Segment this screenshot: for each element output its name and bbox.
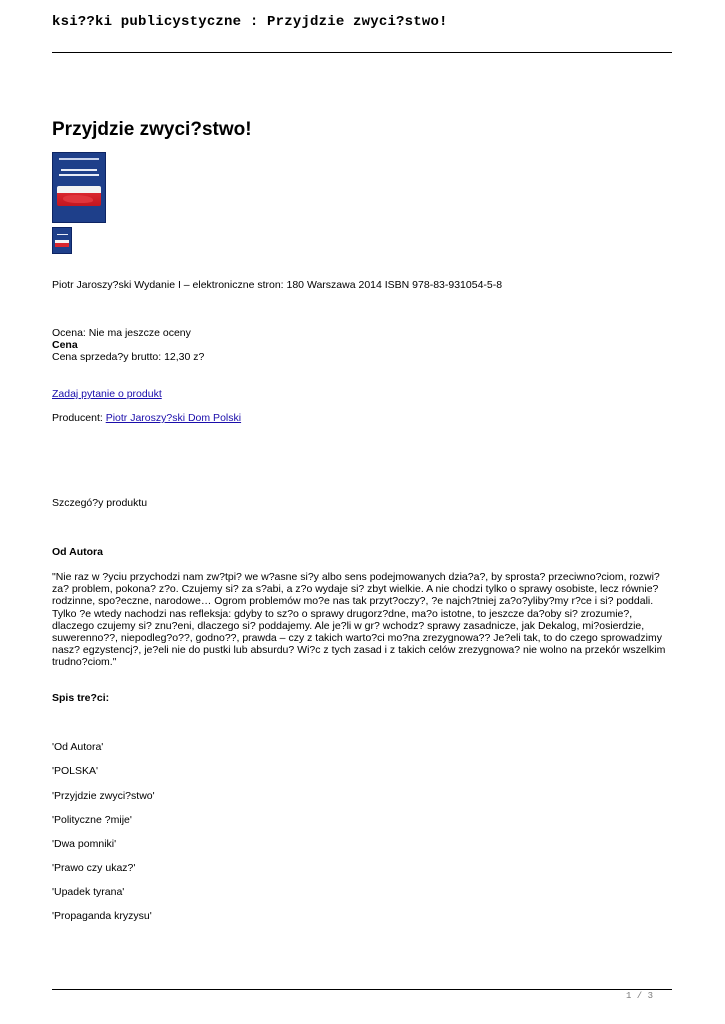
product-title: Przyjdzie zwyci?stwo! xyxy=(52,119,252,140)
book-cover-thumbnail[interactable] xyxy=(52,227,72,254)
book-cover-image[interactable] xyxy=(52,152,106,223)
toc-item: 'Prawo czy ukaz?' xyxy=(52,862,136,874)
author-quote: "Nie raz w ?yciu przychodzi nam zw?tpi? we w?asne si?y albo sens podejmowanych dzia?a?, by sprosta? przeciwno?ciom, rozwi?za? problem, pokona? z?o. Czujemy si? za s?abi, a z?o wydaje si? zbyt wielkie. A nie chodzi tylko o sprawy osobiste, lecz równie? rodzinne, spo?eczne, narodowe… Ogrom problemów mo?e nas tak przyt?oczy?, ?e najch?tniej za?o?yliby?my r?ce i si? poddali. Tylko ?e wtedy nachodzi nas refleksja: gdyby to sz?o o sprawy drugorz?dne, ma?o istotne, to jeszcze da?oby si? zrozumie?, dlaczego czujemy si? znu?eni, dlaczego si? poddajemy. Ale je?li w gr? wchodz? sprawy zasadnicze, jak Dekalog, mi?osierdzie, suwerenno??, niepodleg?o??, godno??, prawda – czy z takich warto?ci mo?na zrezygnowa?? Je?eli tak, to do czego sprowadzimy nasz? egzystencj?, je?eli nie do pustki lub absurdu? Wi?c z tych zasad i z takich celów zrezygnowa? nie wolno na przekór wszelkim trudno?ciom." xyxy=(52,571,666,669)
toc-item: 'POLSKA' xyxy=(52,765,99,777)
page-number: 1 / 3 xyxy=(626,991,654,1001)
toc-item: 'Upadek tyrana' xyxy=(52,886,125,898)
author-heading: Od Autora xyxy=(52,546,103,558)
price-text: Cena sprzeda?y brutto: 12,30 z? xyxy=(52,351,205,363)
producer-label: Producent: xyxy=(52,412,106,424)
toc-item: 'Dwa pomniki' xyxy=(52,838,117,850)
toc-item: 'Od Autora' xyxy=(52,741,104,753)
producer-row xyxy=(52,412,241,424)
toc-item: 'Polityczne ?mije' xyxy=(52,814,132,826)
toc-item: 'Przyjdzie zwyci?stwo' xyxy=(52,790,155,802)
header-divider xyxy=(52,52,672,53)
ask-question-row xyxy=(52,388,162,400)
page-header-title: ksi??ki publicystyczne : Przyjdzie zwyci?stwo! xyxy=(52,14,448,30)
toc-item: 'Propaganda kryzysu' xyxy=(52,910,152,922)
footer-divider xyxy=(52,989,672,990)
ask-question-link[interactable]: Zadaj pytanie o produkt xyxy=(52,388,162,400)
toc-heading: Spis tre?ci: xyxy=(52,692,110,704)
producer-link[interactable]: Piotr Jaroszy?ski Dom Polski xyxy=(105,412,242,424)
price-heading: Cena xyxy=(52,339,78,351)
details-heading: Szczegó?y produktu xyxy=(52,497,148,509)
product-details-line: Piotr Jaroszy?ski Wydanie I – elektroniczne stron: 180 Warszawa 2014 ISBN 978-83-931054-5-8 xyxy=(52,279,503,291)
rating-text: Ocena: Nie ma jeszcze oceny xyxy=(52,327,191,339)
